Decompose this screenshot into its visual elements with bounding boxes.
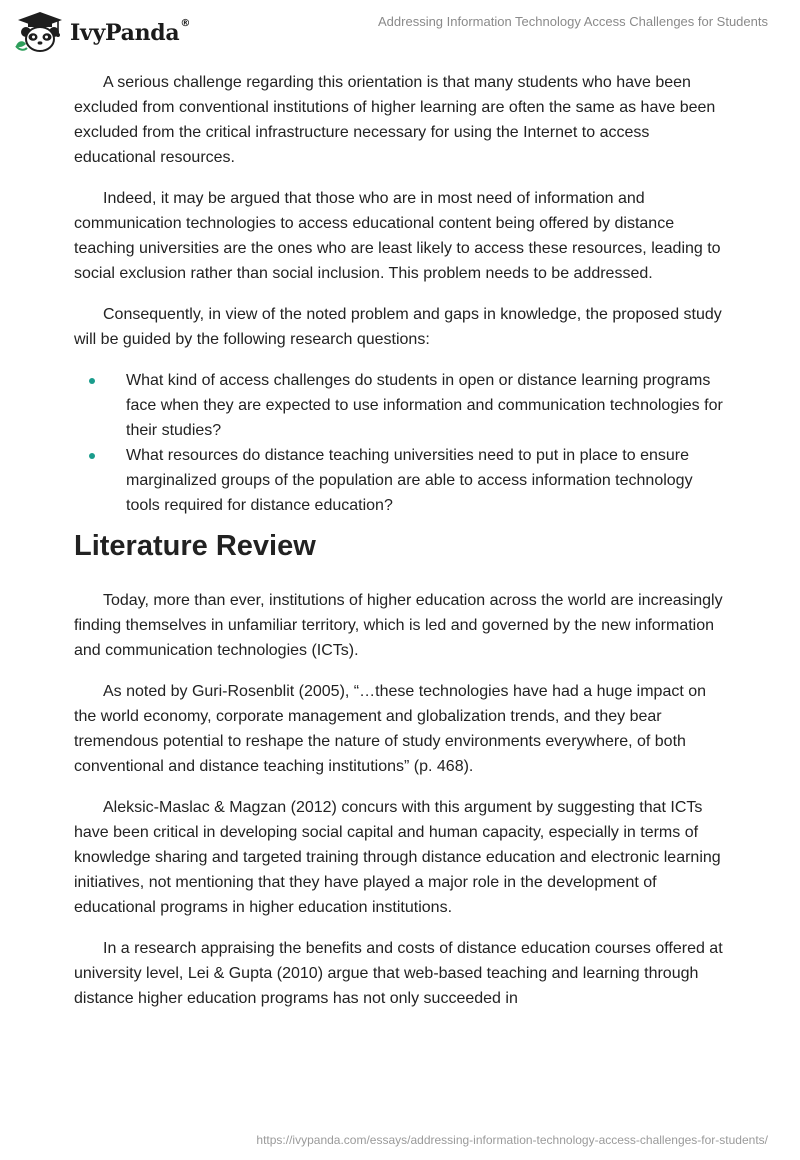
paragraph: In a research appraising the benefits and costs of distance education courses offered at university level, Lei & Gupta (2010) argue that web-based teaching and learning through distance higher education programs has not only succeeded in xyxy=(74,940,723,1007)
research-questions-list xyxy=(74,368,726,518)
paragraph: Aleksic-Maslac & Magzan (2012) concurs with this argument by suggesting that ICTs have been critical in developing social capital and human capacity, especially in terms of knowledge sharing and targeted training through distance education and electronic learning initiatives, not mentioning that they have played a major role in the development of educational programs in higher education institutions. xyxy=(74,799,721,916)
panda-graduate-icon xyxy=(14,10,66,54)
list-item-text: What kind of access challenges do students in open or distance learning programs face when they are expected to use information and communication technologies for their studies? xyxy=(126,372,723,439)
logo-wordmark: IvyPanda® xyxy=(70,18,191,46)
paragraph: A serious challenge regarding this orientation is that many students who have been excluded from conventional institutions of higher learning are often the same as have been excluded from the critical infrastructure necessary for using the Internet to access educational resources. xyxy=(74,74,716,166)
paragraph: Indeed, it may be argued that those who are in most need of information and communication technologies to access educational content being offered by distance teaching universities are the ones who are least likely to access these resources, leading to social exclusion rather than social inclusion. This problem needs to be addressed. xyxy=(74,190,721,282)
bullet-icon xyxy=(89,453,95,459)
bullet-icon xyxy=(89,378,95,384)
ivypanda-logo[interactable] xyxy=(14,10,190,54)
paragraph: Today, more than ever, institutions of higher education across the world are increasingly finding themselves in unfamiliar territory, which is led and governed by the new information and communication technologies (ICTs). xyxy=(74,592,723,659)
list-item xyxy=(74,443,726,518)
paragraph: As noted by Guri-Rosenblit (2005), “…these technologies have had a huge impact on the world economy, corporate management and globalization trends, and they bear tremendous potential to reshape the nature of study environments everywhere, of both conventional and distance teaching institutions” (p. 468). xyxy=(74,683,707,775)
paragraph: Consequently, in view of the noted problem and gaps in knowledge, the proposed study will be guided by the following research questions: xyxy=(74,306,722,348)
list-item-text: What resources do distance teaching universities need to put in place to ensure marginalized groups of the population are able to access information technology tools required for distance education? xyxy=(126,447,693,514)
page-header xyxy=(0,0,800,60)
list-item xyxy=(74,368,726,443)
essay-body xyxy=(74,70,726,1027)
section-heading: Literature Review xyxy=(74,530,316,562)
document-running-title: Addressing Information Technology Access Challenges for Students xyxy=(378,14,768,29)
source-url[interactable]: https://ivypanda.com/essays/addressing-information-technology-access-challenges-for-students/ xyxy=(256,1133,768,1147)
